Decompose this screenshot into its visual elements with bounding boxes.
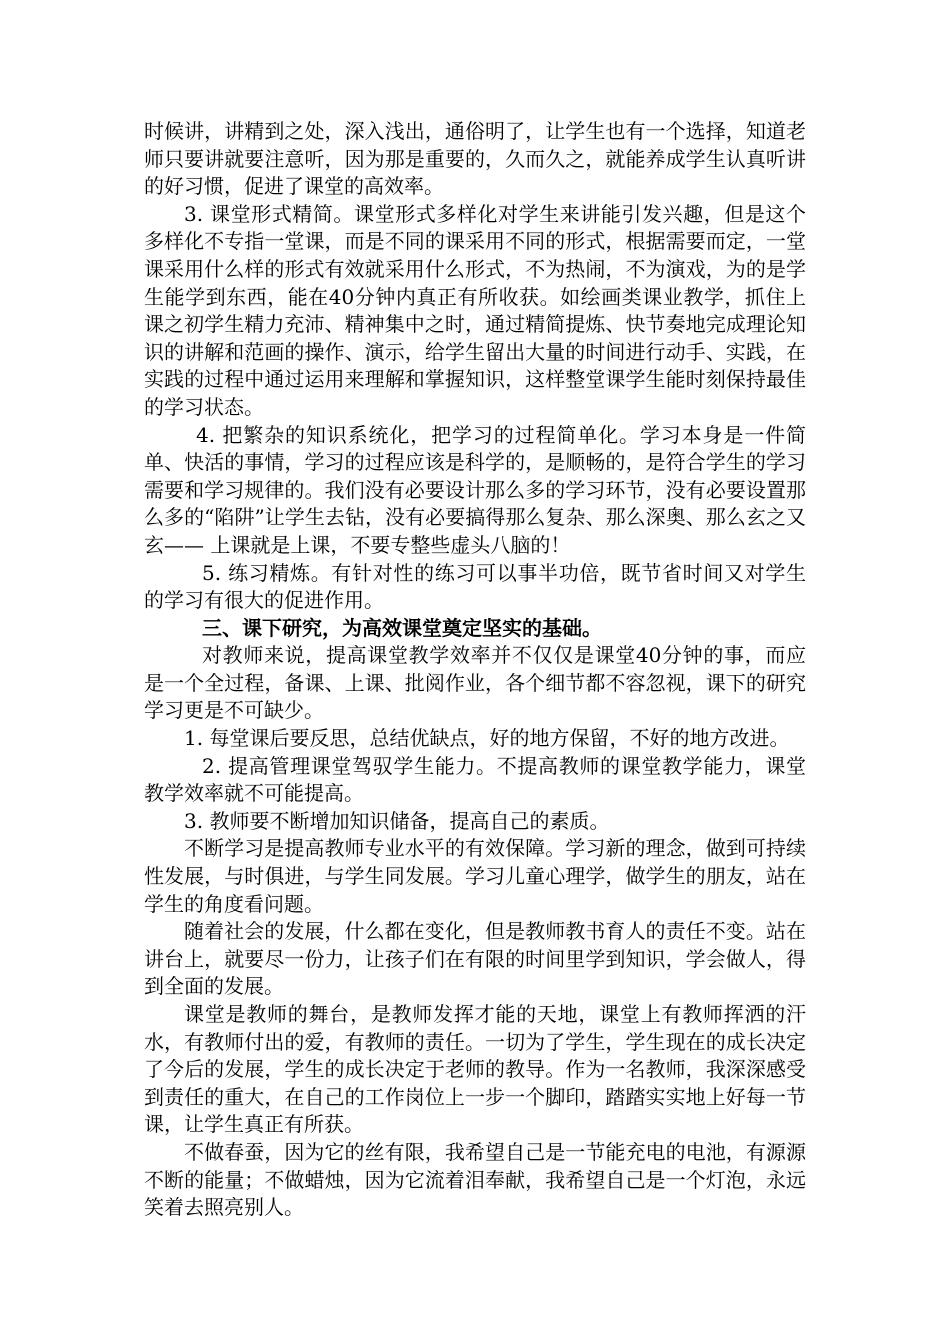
paragraph-social-development: 随着社会的发展，什么都在变化，但是教师教书育人的责任不变。站在讲台上，就要尽一份力，让孩子们在有限的时间里学到知识，学会做人，得到全面的发展。	[144, 919, 806, 999]
paragraph-point-1-reflect: 1. 每堂课后要反思，总结优缺点，好的地方保留，不好的地方改进。	[184, 726, 790, 751]
paragraph-item-4-systematize: 4. 把繁杂的知识系统化，把学习的过程简单化。学习本身是一件简单、快活的事情，学习的过程应该是科学的，是顺畅的，是符合学生的学习需要和学习规律的。我们没有必要设计那么多的学习环节，没有必要设置那么多的“陷阱”让学生去钻，没有必要搞得那么复杂、那么深奥、那么玄之又玄—— 上课就是上课，不要专整些虚头八脑的！	[144, 422, 806, 557]
paragraph-point-3-knowledge: 3. 教师要不断增加知识储备，提高自己的素质。	[184, 808, 610, 833]
paragraph-item-3-form: 3. 课堂形式精简。课堂形式多样化对学生来讲能引发兴趣，但是这个多样化不专指一堂课，而是不同的课采用不同的形式，根据需要而定，一堂课采用什么样的形式有效就采用什么形式，不为热闹，不为演戏，为的是学生能学到东西，能在40分钟内真正有所收获。如绘画类课业教学，抓住上课之初学生精力充沛、精神集中之时，通过精简提炼、快节奏地完成理论知识的讲解和范画的操作、演示，给学生留出大量的时间进行动手、实践，在实践的过程中通过运用来理解和掌握知识，这样整堂课学生能时刻保持最佳的学习状态。	[144, 201, 806, 419]
paragraph-closing: 不做春蚕，因为它的丝有限，我希望自己是一节能充电的电池，有源源不断的能量；不做蜡烛，因为它流着泪奉献，我希望自己是一个灯泡，永远笑着去照亮别人。	[144, 1139, 806, 1220]
paragraph-point-2-ability: 2. 提高管理课堂驾驭学生能力。不提高教师的课堂教学能力，课堂教学效率就不可能提高。	[144, 753, 806, 806]
paragraph-continuation: 时候讲，讲精到之处，深入浅出，通俗明了，让学生也有一个选择，知道老师只要讲就要注意听，因为那是重要的，久而久之，就能养成学生认真听讲的好习惯，促进了课堂的高效率。	[144, 119, 806, 199]
document-body	[144, 118, 806, 1222]
section-heading-3: 三、课下研究，为高效课堂奠定坚实的基础。	[202, 615, 602, 640]
paragraph-section-3-intro: 对教师来说，提高课堂教学效率并不仅仅是课堂40分钟的事，而应是一个全过程，备课、上课、批阅作业，各个细节都不容忽视，课下的研究学习更是不可缺少。	[144, 643, 806, 723]
paragraph-continuous-learning: 不断学习是提高教师专业水平的有效保障。学习新的理念，做到可持续性发展，与时俱进，与学生同发展。学习儿童心理学，做学生的朋友，站在学生的角度看问题。	[144, 836, 806, 916]
paragraph-item-5-practice: 5. 练习精炼。有针对性的练习可以事半功倍，既节省时间又对学生的学习有很大的促进作用。	[144, 560, 806, 613]
paragraph-classroom-stage: 课堂是教师的舞台，是教师发挥才能的天地，课堂上有教师挥洒的汗水，有教师付出的爱，有教师的责任。一切为了学生，学生现在的成长决定了今后的发展，学生的成长决定于老师的教导。作为一名教师，我深深感受到责任的重大，在自己的工作岗位上一步一个脚印，踏踏实实地上好每一节课，让学生真正有所获。	[144, 1002, 806, 1137]
